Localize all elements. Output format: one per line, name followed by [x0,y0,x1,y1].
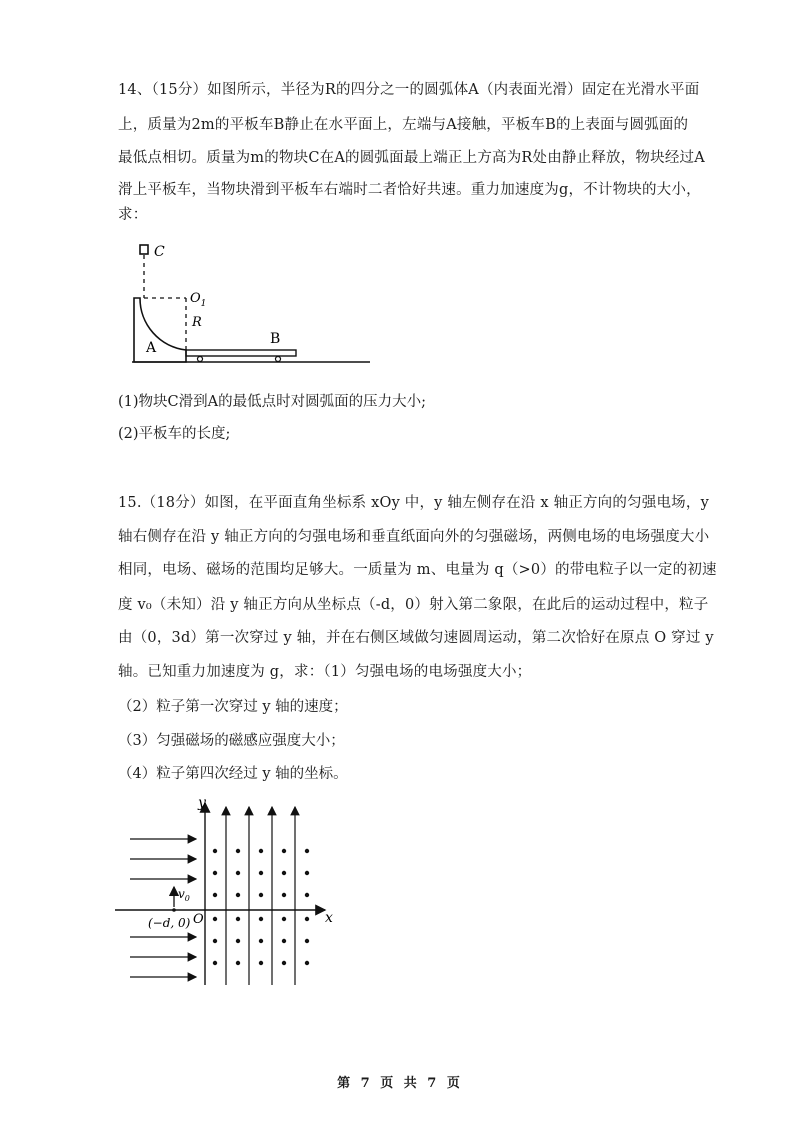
q15-line-4: 度 v₀（未知）沿 y 轴正方向从坐标点（-d，0）射入第二象限，在此后的运动过程中，粒子 [118,597,709,613]
label-y: y [198,795,206,811]
label-v0: $v_0$ [178,887,190,903]
label-b: B [270,331,281,347]
q15-line-2: 轴右侧存在沿 y 轴正方向的匀强电场和垂直纸面向外的匀强磁场，两侧电场的电场强度大小 [118,529,710,545]
label-a: A [146,340,157,356]
q14-line-5: 求： [118,207,148,223]
block-c [140,245,148,254]
cart-b [186,350,296,356]
q14-line-2: 上，质量为2m的平板车B静止在水平面上，左端与A接触，平板车B的上表面与圆弧面的 [118,117,689,133]
label-origin: O [193,912,204,927]
q14-line-3: 最低点相切。质量为m的物块C在A的圆弧面最上端正上方高为R处由静止释放，物块经过A [118,150,705,166]
q15-sub-2: （2）粒子第一次穿过 y 轴的速度； [118,699,348,715]
q14-sub-1: (1)物块C滑到A的最低点时对圆弧面的压力大小; [118,394,426,410]
q15-sub-4: （4）粒子第四次经过 y 轴的坐标。 [118,766,348,782]
label-c: C [154,244,165,260]
label-o1: $O_1$ [190,291,207,309]
label-start-point: (−d, 0) [148,916,191,930]
label-r: R [192,315,202,330]
q15-line-6: 轴。已知重力加速度为 g，求：（1）匀强电场的电场强度大小； [118,664,532,680]
q15-sub-3: （3）匀强磁场的磁感应强度大小； [118,733,345,749]
page-footer: 第 7 页 共 7 页 [337,1076,463,1091]
q15-figure [110,795,350,995]
q14-line-1: 14、（15分）如图所示，半径为R的四分之一的圆弧体A（内表面光滑）固定在光滑水平面 [118,82,700,98]
left-field-arrows [130,839,196,977]
q14-figure [118,240,378,370]
label-x: x [325,910,333,926]
q14-sub-2: (2)平板车的长度; [118,426,231,442]
q15-line-5: 由（0，3d）第一次穿过 y 轴，并在右侧区域做匀速圆周运动，第二次恰好在原点 O 穿过 y [118,630,714,646]
q14-line-4: 滑上平板车，当物块滑到平板车右端时二者恰好共速。重力加速度为g，不计物块的大小， [118,182,701,198]
q15-line-1: 15.（18分）如图，在平面直角坐标系 xOy 中，y 轴左侧存在沿 x 轴正方向的匀强电场，y [118,495,709,511]
q15-line-3: 相同，电场、磁场的范围均足够大。一质量为 m、电量为 q（>0）的带电粒子以一定的初速 [118,562,717,578]
arc-body-a [134,298,186,362]
